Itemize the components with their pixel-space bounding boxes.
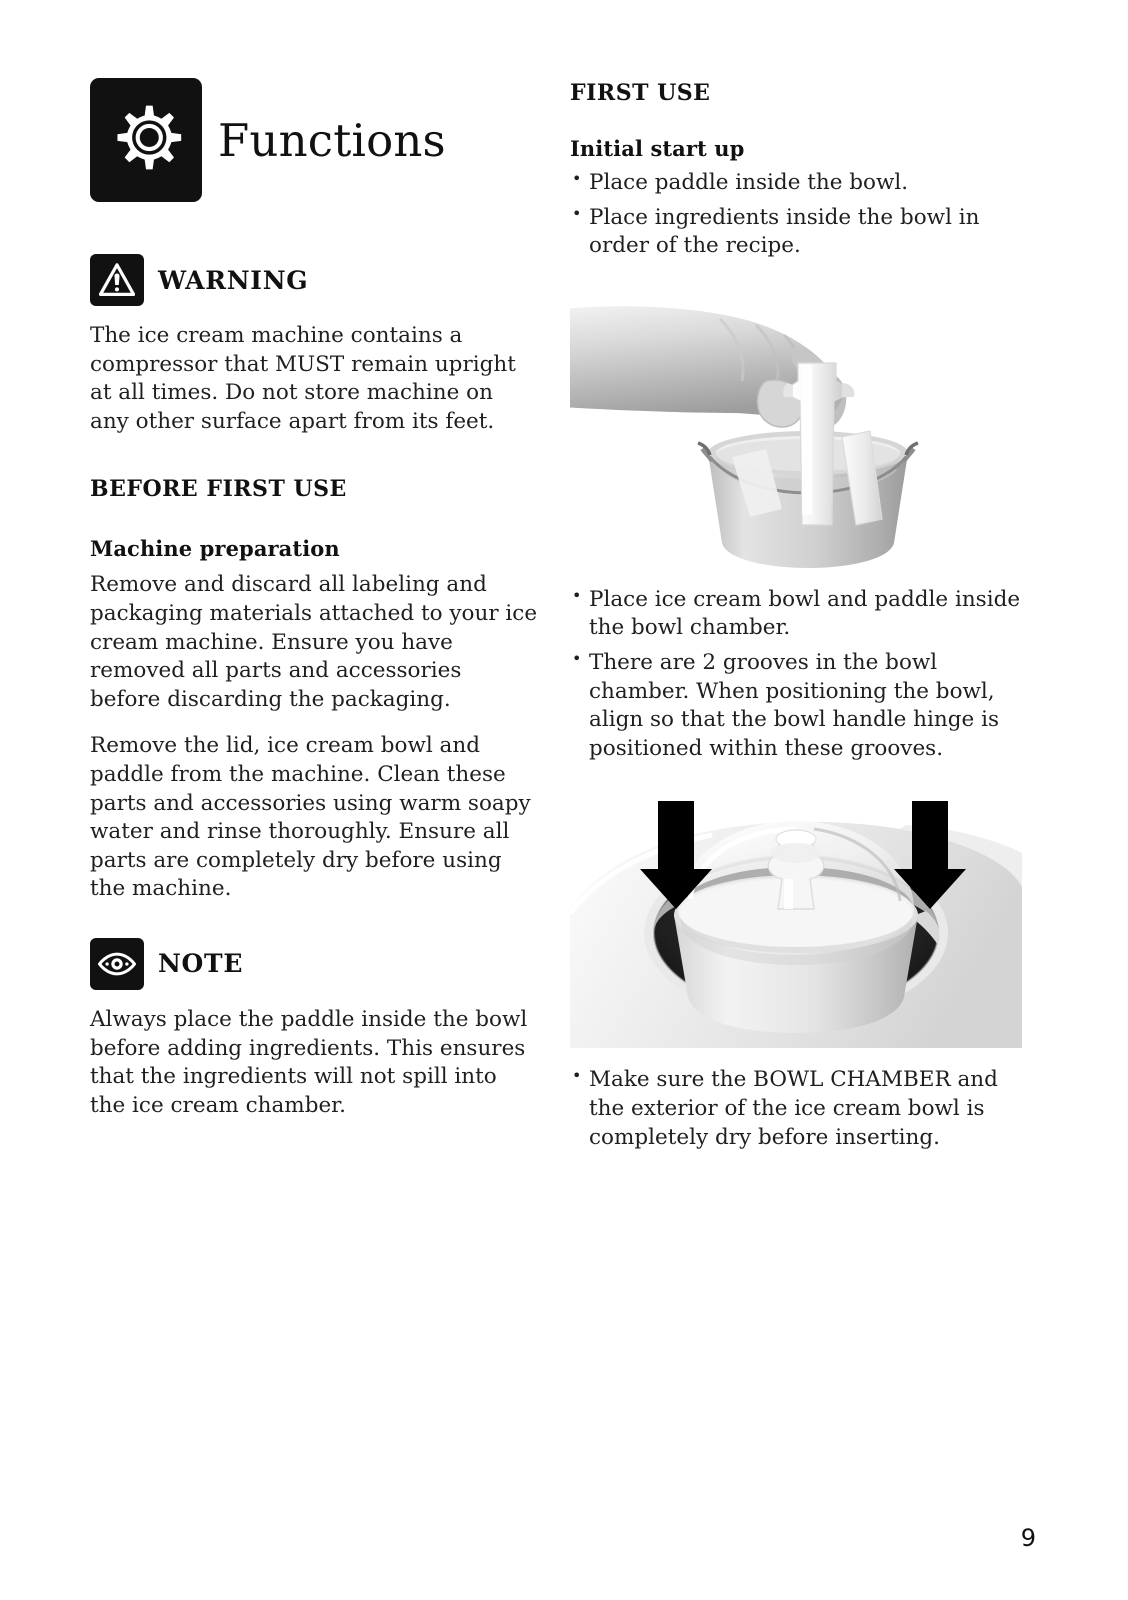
- list-item: • There are 2 grooves in the bowl chamber. When positioning the bowl, align so that the bowl handle hinge is positioned within these grooves.: [570, 649, 1022, 763]
- eye-icon: [90, 938, 144, 990]
- warning-callout: [90, 254, 538, 306]
- warning-triangle-icon: [90, 254, 144, 306]
- warning-body: The ice cream machine contains a compressor that MUST remain upright at all times. Do not store machine on any other surface apart from its feet.: [90, 323, 516, 434]
- list-item: • Place ice cream bowl and paddle inside the bowl chamber.: [570, 586, 1022, 643]
- note-callout: [90, 938, 538, 990]
- list-item: • Place ingredients inside the bowl in order of the recipe.: [570, 204, 1022, 261]
- initial-start-up-bullets: [570, 169, 1022, 261]
- left-column: [90, 78, 538, 1138]
- dry-before-inserting-bullets: [570, 1066, 1022, 1152]
- machine-preparation-paragraph-1: Remove and discard all labeling and packaging materials attached to your ice cream machine. Ensure you have removed all parts and accessories before discarding the packaging.: [90, 572, 538, 712]
- list-item: • Place paddle inside the bowl.: [570, 169, 1022, 198]
- section-header-functions: [90, 78, 538, 202]
- machine-preparation-subheading: Machine preparation: [90, 536, 340, 562]
- gear-icon: [90, 78, 202, 202]
- initial-start-up-subheading: Initial start up: [570, 136, 745, 161]
- note-label: NOTE: [158, 949, 244, 979]
- photo-hand-placing-paddle-in-bowl: [570, 285, 1022, 570]
- list-item: • Make sure the BOWL CHAMBER and the exterior of the ice cream bowl is completely dry before inserting.: [570, 1066, 1022, 1152]
- warning-label: WARNING: [158, 265, 309, 295]
- page-number: 9: [1020, 1524, 1036, 1552]
- right-column: [570, 80, 1022, 1158]
- before-first-use-heading: BEFORE FIRST USE: [90, 476, 347, 503]
- bowl-chamber-bullets: [570, 586, 1022, 764]
- photo-bowl-inserted-in-chamber-with-arrows: [570, 783, 1022, 1048]
- first-use-heading: FIRST USE: [570, 80, 711, 106]
- machine-preparation-paragraph-2: Remove the lid, ice cream bowl and paddle from the machine. Clean these parts and accessories using warm soapy water and rinse thoroughly. Ensure all parts are completely dry before using the machine.: [90, 733, 531, 902]
- section-title: Functions: [218, 113, 446, 167]
- note-body: Always place the paddle inside the bowl before adding ingredients. This ensures that the ingredients will not spill into the ice cream chamber.: [90, 1006, 528, 1118]
